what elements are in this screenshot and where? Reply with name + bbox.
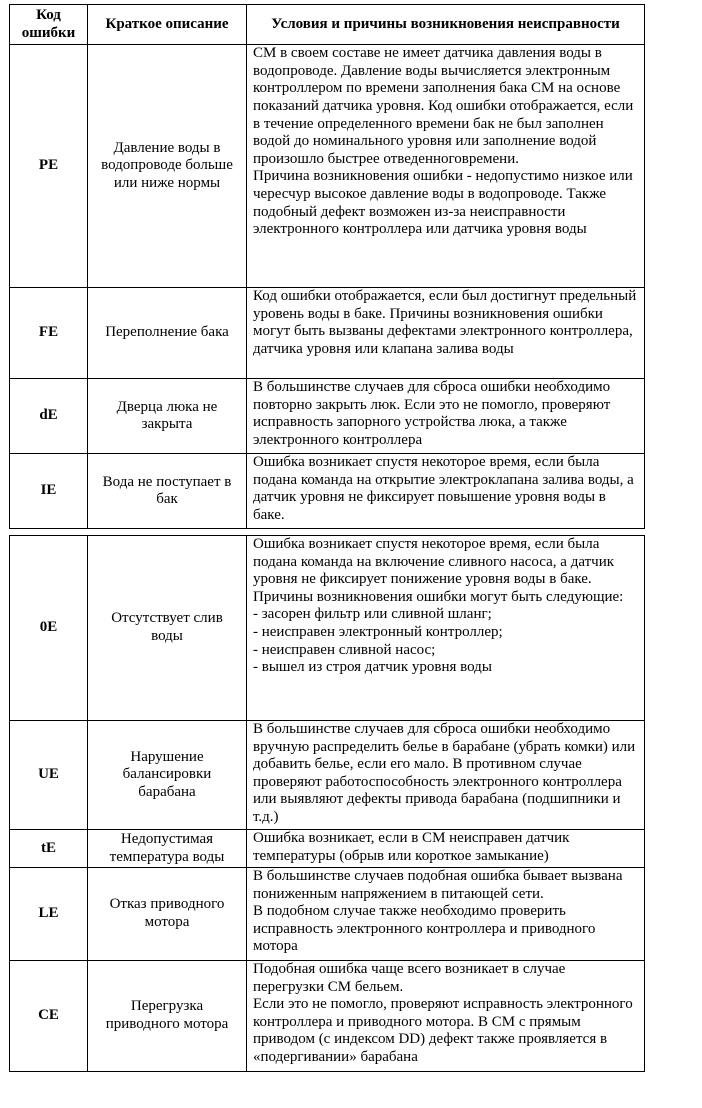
- cause-line: В большинстве случаев для сброса ошибки необходимо вручную распределить белье в барабане (убрать комки) или добавить белье, если его мало. В противном случае проверяют работоспособность электронного контроллера или выявляют дефекты привода барабана (подшипники и т.д.): [253, 721, 636, 825]
- error-cause: [247, 288, 645, 379]
- error-codes-table-2: [9, 535, 645, 1072]
- error-short-description: Нарушение балансировки барабана: [88, 721, 247, 830]
- error-short-description: Переполнение бака: [88, 288, 247, 379]
- error-cause: [247, 721, 645, 830]
- cause-line: Ошибка возникает спустя некоторое время, если была подана команда на включение сливного насоса, а датчик уровня не фиксирует понижение уровня воды в баке.: [253, 536, 615, 588]
- cause-line: Причины возникновения ошибки могут быть следующие:: [253, 588, 624, 605]
- table-row: [10, 721, 645, 830]
- error-short-description: Давление воды в водопроводе больше или ниже нормы: [88, 45, 247, 288]
- cause-line: - неисправен сливной насос;: [253, 641, 436, 658]
- error-code: PE: [10, 45, 88, 288]
- cause-line: В подобном случае также необходимо проверить исправность электронного контроллера и приводного мотора: [253, 903, 596, 955]
- error-cause: [247, 830, 645, 868]
- error-short-description: Недопустимая температура воды: [88, 830, 247, 868]
- cause-line: В большинстве случаев подобная ошибка бывает вызвана пониженным напряжением в питающей сети.: [253, 868, 623, 902]
- error-short-description: Отказ приводного мотора: [88, 868, 247, 961]
- error-cause: [247, 45, 645, 288]
- table-row: [10, 961, 645, 1072]
- error-cause: [247, 961, 645, 1072]
- cause-line: Ошибка возникает, если в СМ неисправен датчик температуры (обрыв или короткое замыкание): [253, 830, 570, 864]
- error-short-description: Дверца люка не закрыта: [88, 379, 247, 454]
- cause-line: - засорен фильтр или сливной шланг;: [253, 606, 492, 623]
- header-code: Код ошибки: [10, 5, 88, 45]
- cause-line: - вышел из строя датчик уровня воды: [253, 659, 492, 676]
- error-code: 0E: [10, 536, 88, 721]
- error-code: FE: [10, 288, 88, 379]
- error-code: IE: [10, 454, 88, 529]
- cause-line: Подобная ошибка чаще всего возникает в случае перегрузки СМ бельем.: [253, 961, 566, 995]
- error-short-description: Вода не поступает в бак: [88, 454, 247, 529]
- table-header-row: [10, 5, 645, 45]
- header-causes: Условия и причины возникновения неисправности: [247, 5, 645, 45]
- table-row: [10, 454, 645, 529]
- cause-line: Ошибка возникает спустя некоторое время, если была подана команда на открытие электроклапана залива воды, а датчик уровня не фиксирует повышение уровня воды в баке.: [253, 454, 634, 523]
- header-short-description: Краткое описание: [88, 5, 247, 45]
- table-row: [10, 45, 645, 288]
- error-cause: [247, 454, 645, 529]
- error-code: UE: [10, 721, 88, 830]
- cause-line: - неисправен электронный контроллер;: [253, 623, 503, 640]
- error-cause: [247, 868, 645, 961]
- error-short-description: Перегрузка приводного мотора: [88, 961, 247, 1072]
- table-row: [10, 288, 645, 379]
- error-code: LE: [10, 868, 88, 961]
- cause-line: Причина возникновения ошибки - недопустимо низкое или чересчур высокое давление воды в водопроводе. Также подобный дефект возможен из-за неисправности электронного контроллера или датчика уровня воды: [253, 168, 633, 238]
- error-cause: [247, 379, 645, 454]
- cause-line: Код ошибки отображается, если был достигнут предельный уровень воды в баке. Причины возникновения ошибки могут быть вызваны дефектами электронного контроллера, датчика уровня или клапана залива воды: [253, 288, 637, 357]
- table-row: [10, 830, 645, 868]
- error-code: dE: [10, 379, 88, 454]
- error-codes-table-1: [9, 4, 645, 529]
- cause-line: Если это не помогло, проверяют исправность электронного контроллера и приводного мотора. В СМ с прямым приводом (с индексом DD) дефект также проявляется в «подергивании» барабана: [253, 996, 633, 1065]
- table-row: [10, 868, 645, 961]
- cause-line: СМ в своем составе не имеет датчика давления воды в водопроводе. Давление воды вычисляется электронным контроллером по времени заполнения бака СМ на основе показаний датчика уровня. Код ошибки отображается, если в течение определенного времени бак не был заполнен водой до номинального уровня или заполнение водой произошло быстрее отведенноговремени.: [253, 45, 634, 167]
- table-row: [10, 536, 645, 721]
- error-code: CE: [10, 961, 88, 1072]
- cause-line: В большинстве случаев для сброса ошибки необходимо повторно закрыть люк. Если это не помогло, проверяют исправность запорного устройства люка, а также электронного контроллера: [253, 379, 611, 448]
- error-code: tE: [10, 830, 88, 868]
- error-short-description: Отсутствует слив воды: [88, 536, 247, 721]
- error-cause: [247, 536, 645, 721]
- table-row: [10, 379, 645, 454]
